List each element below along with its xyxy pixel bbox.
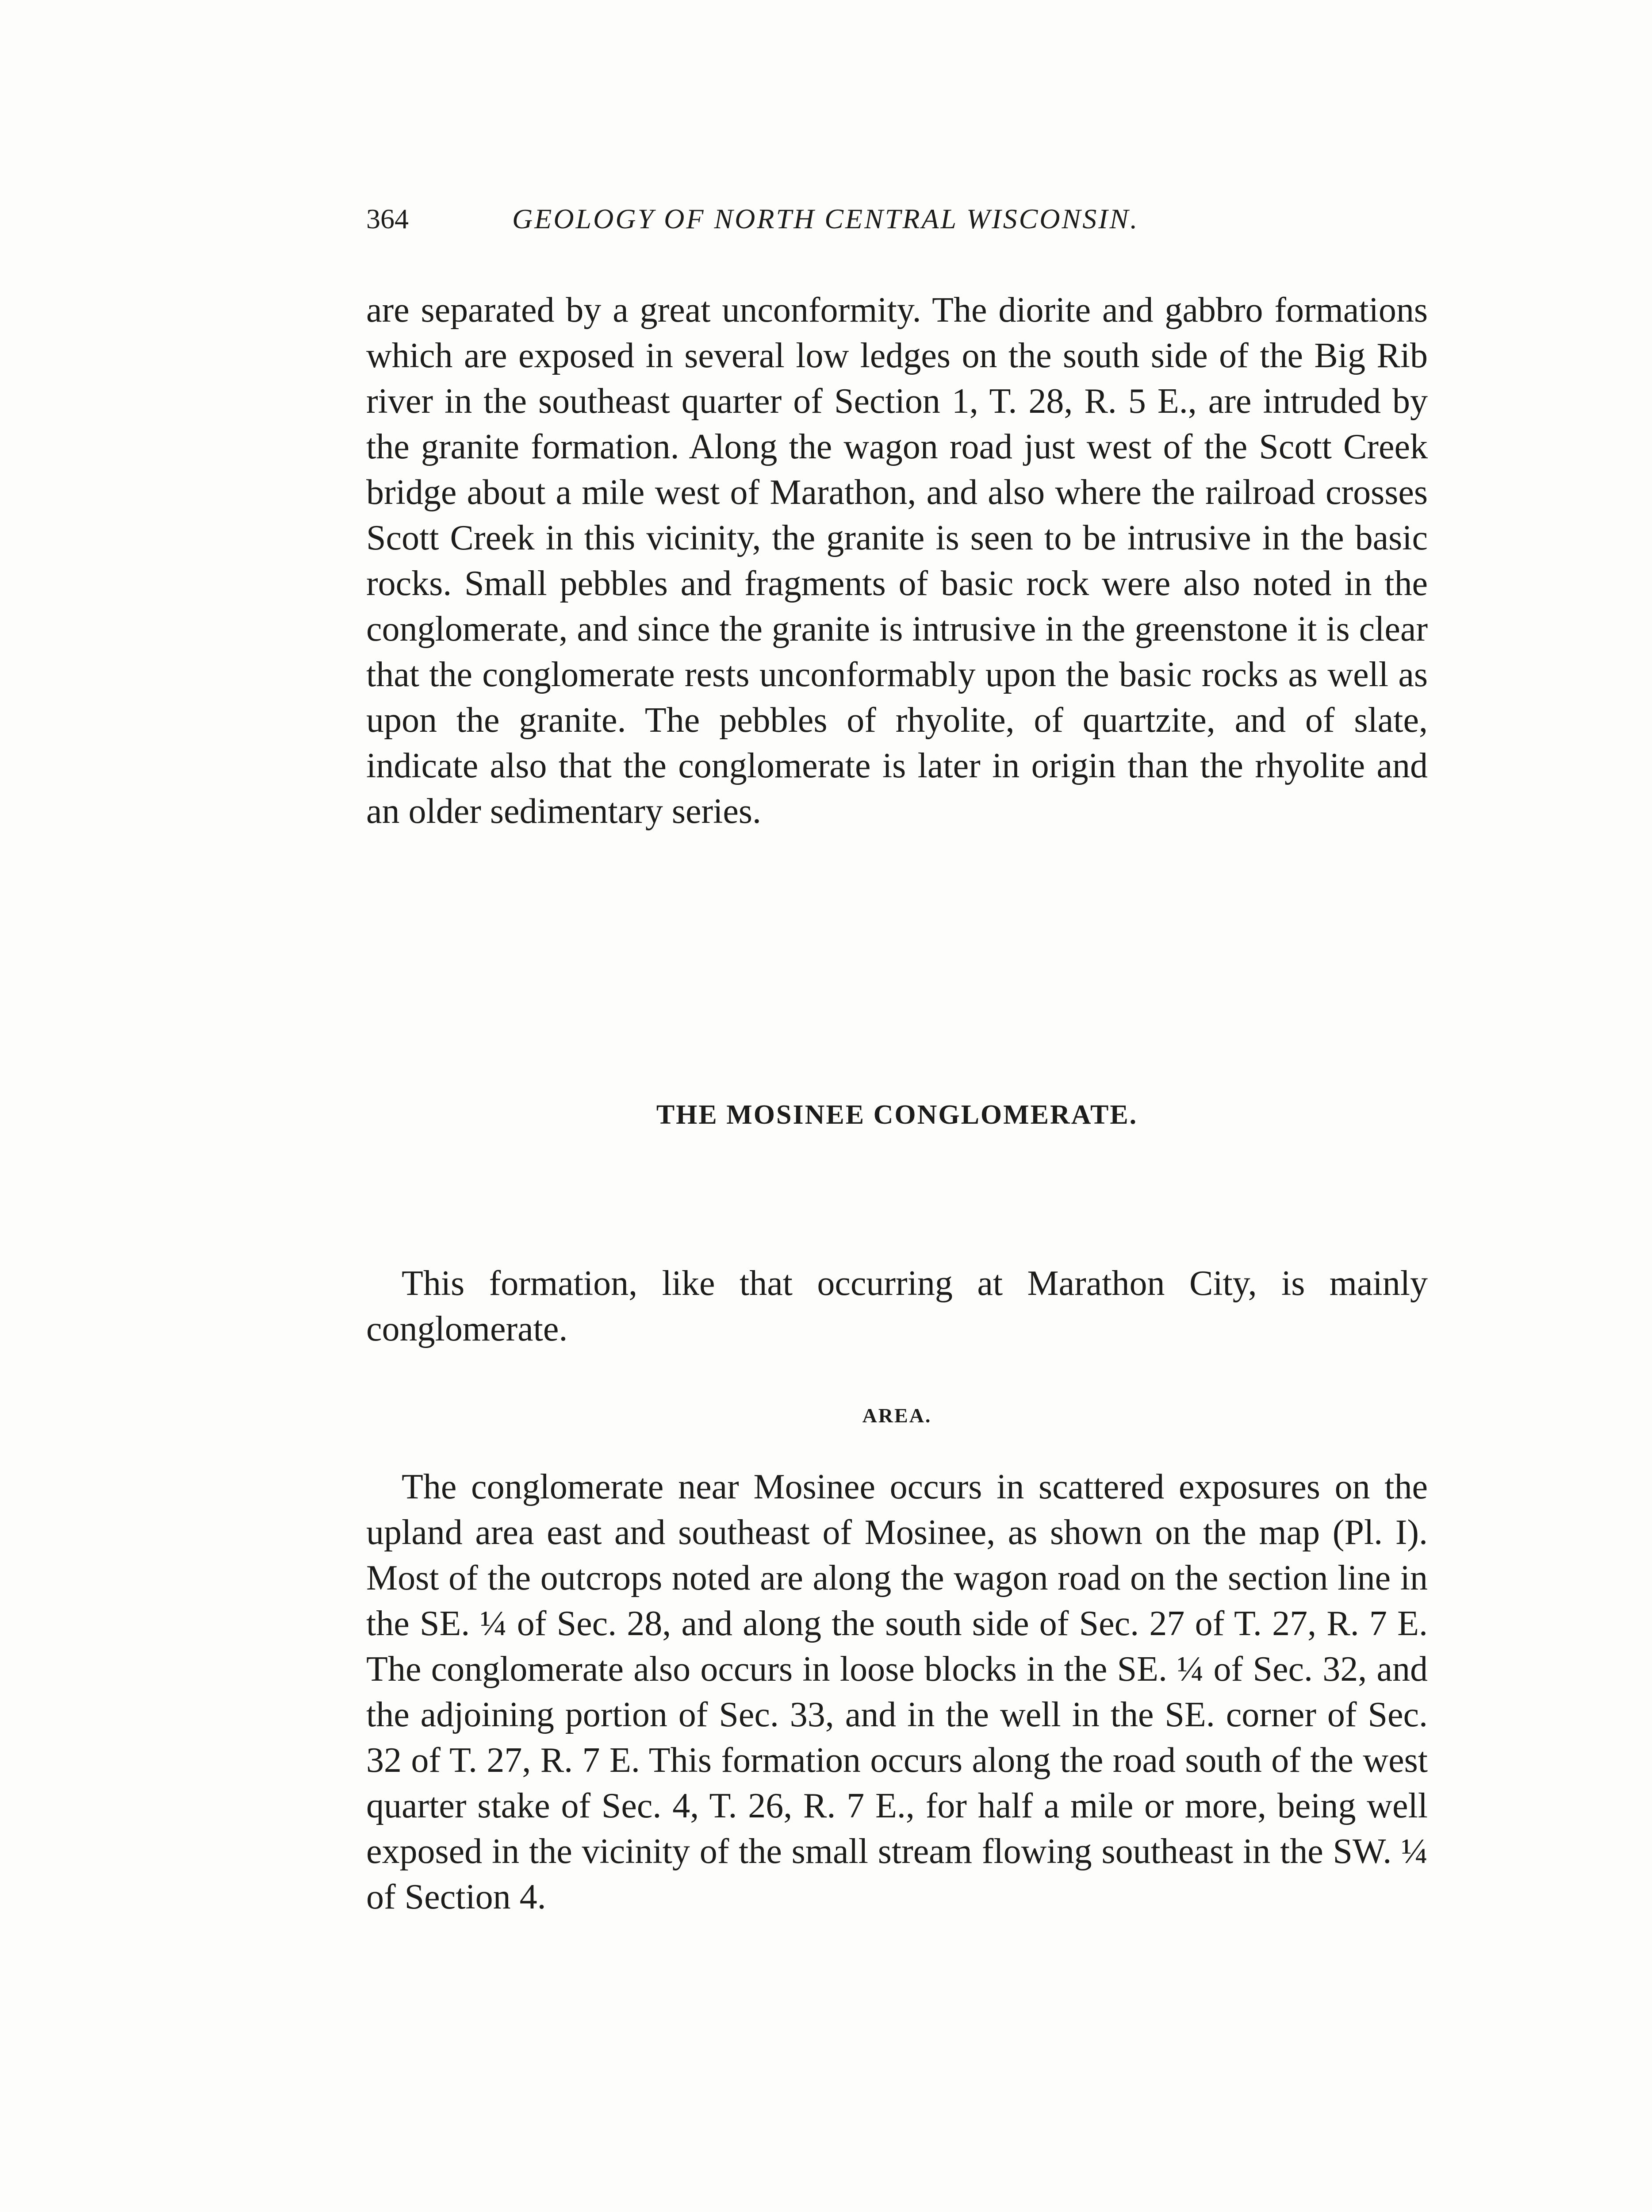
intro-paragraph: This formation, like that occurring at Marathon City, is mainly conglomerate. — [366, 1264, 1428, 1348]
subsection-heading: AREA. — [862, 1404, 932, 1427]
continuation-paragraph: are separated by a great unconformity. The diorite and gabbro formations which are exposed in several low ledges on the south side of the Big Rib river in the southeast quarter of Section 1, T. 28, R. 5 E., are intruded by the granite formation. Along the wagon road just west of the Scott Creek bridge about a mile west of Marathon, and also where the railroad crosses Scott Creek in this vicinity, the granite is seen to be intrusive in the basic rocks. Small pebbles and fragments of basic rock were also noted in the conglomerate, and since the granite is intrusive in the greenstone it is clear that the conglomerate rests unconformably upon the basic rocks as well as upon the granite. The pebbles of rhyolite, of quartzite, and of slate, indicate also that the conglomerate is later in origin than the rhyolite and an older sedimentary series. — [366, 291, 1428, 831]
running-head — [366, 195, 1428, 243]
page-number: 364 — [366, 203, 409, 234]
area-paragraph: The conglomerate near Mosinee occurs in scattered exposures on the upland area east and southeast of Mosinee, as shown on the map (Pl. I). Most of the outcrops noted are along the wagon road on the section line in the SE. ¼ of Sec. 28, and along the south side of Sec. 27 of T. 27, R. 7 E. The conglomerate also occurs in loose blocks in the SE. ¼ of Sec. 32, and the adjoining portion of Sec. 33, and in the well in the SE. corner of Sec. 32 of T. 27, R. 7 E. This formation occurs along the road south of the west quarter stake of Sec. 4, T. 26, R. 7 E., for half a mile or more, being well exposed in the vicinity of the small stream flowing southeast in the SW. ¼ of Section 4. — [366, 1467, 1428, 1916]
section-heading: THE MOSINEE CONGLOMERATE. — [656, 1100, 1138, 1130]
running-title: GEOLOGY OF NORTH CENTRAL WISCONSIN. — [512, 203, 1139, 234]
